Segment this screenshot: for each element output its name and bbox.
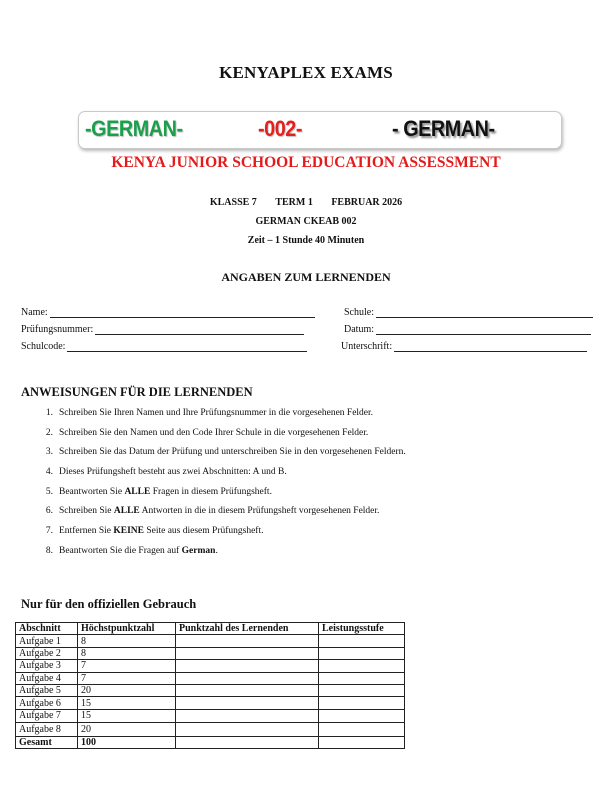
item-text: Schreiben Sie den Namen und den Code Ihrer Schule in die vorgesehenen Felder. <box>59 427 369 438</box>
item-emphasis: ALLE <box>124 486 151 497</box>
banner-subject-right: - GERMAN- <box>392 116 495 141</box>
instruction-item <box>36 408 406 428</box>
instruction-item <box>36 506 406 526</box>
date-input-line[interactable] <box>376 324 591 335</box>
learner-score-cell[interactable] <box>176 660 319 672</box>
section-cell: Aufgabe 6 <box>16 697 78 709</box>
name-label: Name: <box>21 307 48 318</box>
learner-score-cell[interactable] <box>176 697 319 709</box>
item-number: 2. <box>45 427 53 438</box>
performance-level-cell[interactable] <box>319 647 405 659</box>
total-max-score-cell: 100 <box>78 736 176 748</box>
banner-paper-number: -002- <box>258 116 302 141</box>
date-field[interactable] <box>344 322 591 335</box>
school-label: Schule: <box>344 307 374 318</box>
performance-level-cell[interactable] <box>319 672 405 684</box>
instructions-heading: ANWEISUNGEN FÜR DIE LERNENDEN <box>21 385 253 399</box>
item-number: 4. <box>45 467 53 478</box>
school-field[interactable] <box>344 305 593 318</box>
exam-number-label: Prüfungsnummer: <box>21 324 94 335</box>
table-header-row <box>16 623 405 635</box>
max-score-cell: 20 <box>78 723 176 737</box>
performance-level-cell[interactable] <box>319 723 405 737</box>
term-label: TERM 1 <box>275 197 313 208</box>
table-row <box>16 709 405 723</box>
exam-meta-line <box>0 197 612 208</box>
paper-code: GERMAN CKEAB 002 <box>255 216 357 227</box>
max-score-cell: 20 <box>78 684 176 696</box>
table-total-row <box>16 736 405 748</box>
item-text: Beantworten Sie <box>59 486 125 497</box>
learner-score-cell[interactable] <box>176 709 319 723</box>
item-text: Beantworten Sie die Fragen auf <box>59 545 182 556</box>
item-text: . <box>215 545 218 556</box>
item-number: 1. <box>45 408 53 418</box>
item-text: Seite aus diesem Prüfungsheft. <box>143 526 264 537</box>
max-score-cell: 15 <box>78 709 176 723</box>
school-code-label: Schulcode: <box>21 341 66 352</box>
total-learner-score-cell[interactable] <box>176 736 319 748</box>
school-input-line[interactable] <box>376 307 593 318</box>
signature-field[interactable] <box>341 339 587 352</box>
school-code-input-line[interactable] <box>67 341 307 352</box>
exam-number-field[interactable] <box>21 322 304 335</box>
school-code-field[interactable] <box>21 339 307 352</box>
name-input-line[interactable] <box>50 307 315 318</box>
section-cell: Aufgabe 2 <box>16 647 78 659</box>
instruction-item <box>36 467 406 487</box>
learner-score-cell[interactable] <box>176 723 319 737</box>
date-label: Datum: <box>344 324 374 335</box>
performance-level-cell[interactable] <box>319 684 405 696</box>
instruction-item <box>36 487 406 507</box>
max-score-cell: 8 <box>78 635 176 647</box>
instruction-item <box>36 428 406 448</box>
item-number: 7. <box>45 526 53 537</box>
item-text: Schreiben Sie Ihren Namen und Ihre Prüfungsnummer in die vorgesehenen Felder. <box>59 408 374 418</box>
exam-publisher-title: KENYAPLEX EXAMS <box>219 63 393 82</box>
grade-label: KLASSE 7 <box>209 197 257 208</box>
max-score-cell: 7 <box>78 660 176 672</box>
column-header-max-score: Höchstpunktzahl <box>78 623 176 635</box>
name-field[interactable] <box>21 305 315 318</box>
item-number: 6. <box>45 506 53 517</box>
item-text: Entfernen Sie <box>59 526 114 537</box>
item-emphasis: ALLE <box>113 506 140 517</box>
learner-info-heading: ANGABEN ZUM LERNENDEN <box>221 270 391 284</box>
item-emphasis: German <box>181 545 216 556</box>
section-cell: Aufgabe 8 <box>16 723 78 737</box>
learner-score-cell[interactable] <box>176 672 319 684</box>
item-text: Schreiben Sie <box>59 506 114 517</box>
table-row <box>16 672 405 684</box>
item-emphasis: KEINE <box>113 526 144 537</box>
section-cell: Aufgabe 7 <box>16 709 78 723</box>
exam-date-label: FEBRUAR 2026 <box>331 197 403 208</box>
section-cell: Aufgabe 4 <box>16 672 78 684</box>
official-use-heading: Nur für den offiziellen Gebrauch <box>21 597 197 611</box>
section-cell: Aufgabe 5 <box>16 684 78 696</box>
learner-score-cell[interactable] <box>176 635 319 647</box>
performance-level-cell[interactable] <box>319 709 405 723</box>
max-score-cell: 8 <box>78 647 176 659</box>
column-header-performance-level: Leistungsstufe <box>319 623 405 635</box>
total-performance-level-cell[interactable] <box>319 736 405 748</box>
signature-input-line[interactable] <box>394 341 587 352</box>
performance-level-cell[interactable] <box>319 660 405 672</box>
table-row <box>16 684 405 696</box>
signature-label: Unterschrift: <box>341 341 393 352</box>
table-row <box>16 635 405 647</box>
column-header-section: Abschnitt <box>16 623 78 635</box>
section-cell: Aufgabe 3 <box>16 660 78 672</box>
banner-subject-left: -GERMAN- <box>85 116 183 141</box>
item-number: 8. <box>45 545 53 556</box>
item-text: Fragen in diesem Prüfungsheft. <box>150 486 272 497</box>
assessment-subtitle: KENYA JUNIOR SCHOOL EDUCATION ASSESSMENT <box>111 154 501 171</box>
total-label-cell: Gesamt <box>16 736 78 748</box>
item-text: Schreiben Sie das Datum der Prüfung und unterschreiben Sie in den vorgesehenen Feldern. <box>59 447 406 458</box>
instruction-item <box>36 526 406 546</box>
instructions-list <box>36 408 406 566</box>
table-row <box>16 660 405 672</box>
table-row <box>16 723 405 737</box>
performance-level-cell[interactable] <box>319 697 405 709</box>
item-text: Dieses Prüfungsheft besteht aus zwei Abschnitten: A und B. <box>59 467 287 478</box>
performance-level-cell[interactable] <box>319 635 405 647</box>
section-cell: Aufgabe 1 <box>16 635 78 647</box>
exam-duration: Zeit – 1 Stunde 40 Minuten <box>247 235 365 246</box>
column-header-learner-score: Punktzahl des Lernenden <box>176 623 319 635</box>
item-text: Antworten in die in diesem Prüfungsheft vorgesehenen Felder. <box>139 506 380 517</box>
instruction-item <box>36 447 406 467</box>
exam-number-input-line[interactable] <box>95 324 304 335</box>
instruction-item <box>36 546 406 566</box>
subject-banner <box>78 111 562 149</box>
table-row <box>16 647 405 659</box>
table-row <box>16 697 405 709</box>
item-number: 5. <box>45 486 53 497</box>
max-score-cell: 15 <box>78 697 176 709</box>
score-table <box>15 622 405 749</box>
item-number: 3. <box>45 447 53 458</box>
max-score-cell: 7 <box>78 672 176 684</box>
learner-score-cell[interactable] <box>176 684 319 696</box>
learner-score-cell[interactable] <box>176 647 319 659</box>
